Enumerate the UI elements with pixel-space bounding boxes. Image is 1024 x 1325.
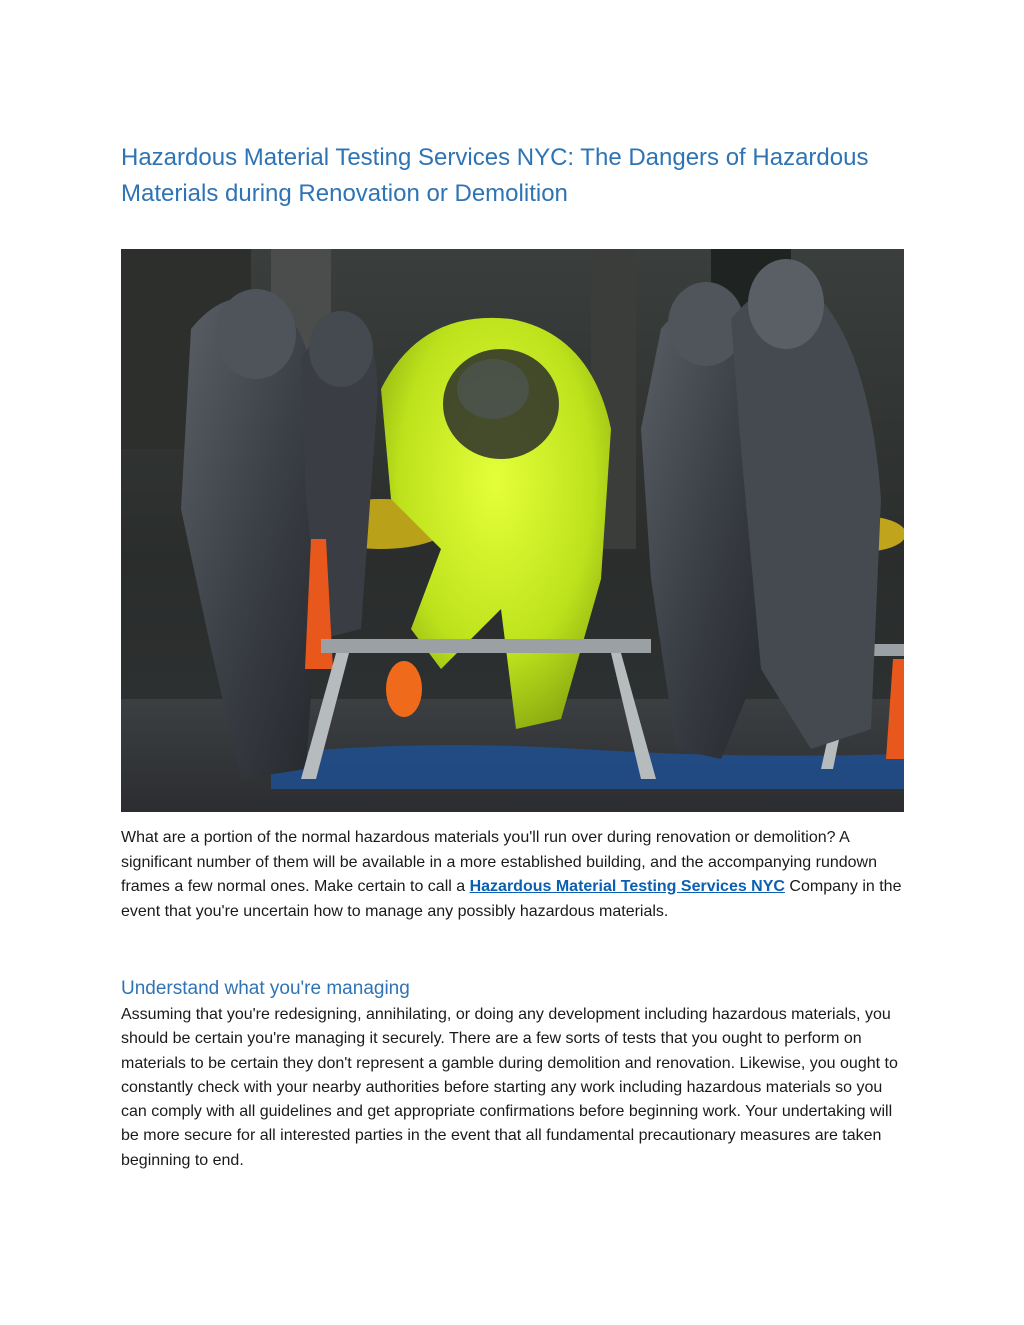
document-title: Hazardous Material Testing Services NYC: The Dangers of Hazardous Materials during Renovation or Demolition <box>121 144 869 207</box>
intro-text-before: What are a portion of the normal hazardous materials you'll run over during renovation or demolition? A significant number of them will be available in a more established building, and the accompanying rundown frames a few normal ones. Make certain to call a <box>121 829 877 895</box>
section-paragraph: Assuming that you're redesigning, annihilating, or doing any development including hazardous materials, you should be certain you're managing it securely. There are a few sorts of tests that you ought to perform on materials to be certain they don't represent a gamble during demolition and renovation. Likewise, you ought to constantly check with your nearby authorities before starting any work including hazardous materials so you can comply with all guidelines and get appropriate confirmations before beginning work. Your undertaking will be more secure for all interested parties in the event that all fundamental precautionary measures are taken beginning to end. <box>121 1006 898 1169</box>
intro-paragraph <box>121 826 911 924</box>
intro-text-after: Company in the event that you're uncertain how to manage any possibly hazardous materials. <box>121 878 902 920</box>
hazmat-photo <box>121 249 904 812</box>
section-heading: Understand what you're managing <box>121 978 410 999</box>
hazmat-testing-link[interactable]: Hazardous Material Testing Services NYC <box>469 878 785 895</box>
